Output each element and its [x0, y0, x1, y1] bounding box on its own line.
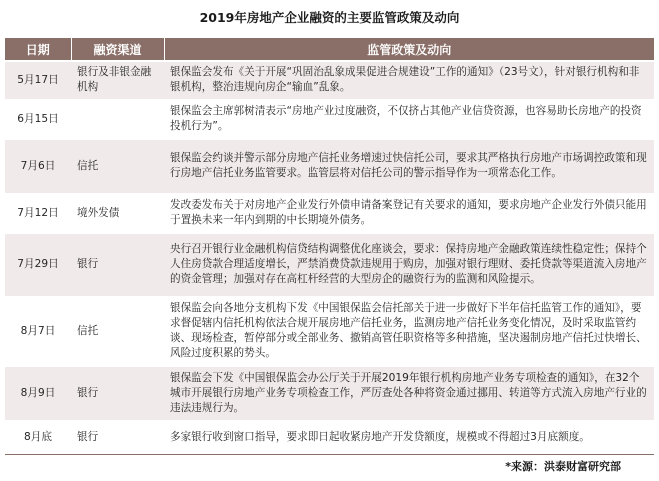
table-row — [5, 420, 654, 454]
row-date: 8月9日 — [5, 366, 71, 420]
row-date: 7月6日 — [5, 139, 71, 193]
row-date: 5月17日 — [5, 61, 71, 99]
header-policy: 监管政策及动向 — [164, 38, 654, 61]
table-row — [5, 233, 654, 296]
row-date: 7月29日 — [5, 233, 71, 296]
table-header-row — [5, 38, 654, 61]
row-channel: 银行 — [71, 420, 164, 454]
header-channel: 融资渠道 — [71, 38, 164, 61]
row-policy: 发改委发布关于对房地产企业发行外债申请备案登记有关要求的通知，要求房地产企业发行外债只能用于置换未来一年内到期的中长期境外债务。 — [164, 193, 654, 233]
table-row — [5, 296, 654, 366]
row-policy: 银保监会下发《中国银保监会办公厅关于开展2019年银行机构房地产业务专项检查的通知》，在32个城市开展银行房地产业务专项检查工作，严厉查处各种将资金通过挪用、转道等方式流入房地产行业的违法违规行为。 — [164, 366, 654, 420]
row-channel: 银行 — [71, 366, 164, 420]
table-row — [5, 99, 654, 139]
row-policy: 银保监会约谈并警示部分房地产信托业务增速过快信托公司，要求其严格执行房地产市场调控政策和现行房地产信托业务监管要求。监管层将对信托公司的警示指导作为一项常态化工作。 — [164, 139, 654, 193]
page-title: 2019年房地产企业融资的主要监管政策及动向 — [199, 10, 460, 25]
row-policy: 多家银行收到窗口指导，要求即日起收紧房地产开发贷额度，规模或不得超过3月底额度。 — [164, 420, 654, 454]
row-channel: 信托 — [71, 296, 164, 366]
row-policy: 银保监会向各地分支机构下发《中国银保监会信托部关于进一步做好下半年信托监管工作的通知》，要求督促辖内信托机构依法合规开展房地产信托业务，监测房地产信托业务变化情况，及时采取监管约谈、现场检查，暂停部分或全部业务、撤销高管任职资格等多种措施，坚决遏制房地产信托过快增长、风险过度积累的势头。 — [164, 296, 654, 366]
table-row — [5, 366, 654, 420]
row-policy: 银保监会主席郭树清表示“房地产业过度融资，不仅挤占其他产业信贷资源，也容易助长房地产的投资投机行为”。 — [164, 99, 654, 139]
row-channel: 银行 — [71, 233, 164, 296]
row-date: 8月底 — [5, 420, 71, 454]
row-channel: 信托 — [71, 139, 164, 193]
row-policy: 银保监会发布《关于开展“巩固治乱象成果促进合规建设”工作的通知》（23号文），针对银行机构和非银机构，整治违规向房企“输血”乱象。 — [164, 61, 654, 99]
row-channel: 银行及非银金融机构 — [71, 61, 164, 99]
row-channel — [71, 99, 164, 139]
row-policy: 央行召开银行业金融机构信贷结构调整优化座谈会，要求：保持房地产金融政策连续性稳定性；保持个人住房贷款合理适度增长，严禁消费贷款违规用于购房，加强对银行理财、委托贷款等渠道流入房地产的资金管理；加强对存在高杠杆经营的大型房企的融资行为的监测和风险提示。 — [164, 233, 654, 296]
table-row — [5, 193, 654, 233]
header-date: 日期 — [5, 38, 71, 61]
row-date: 7月12日 — [5, 193, 71, 233]
table-row — [5, 61, 654, 99]
row-channel: 境外发债 — [71, 193, 164, 233]
table-row — [5, 139, 654, 193]
row-date: 8月7日 — [5, 296, 71, 366]
policy-table — [5, 38, 654, 455]
row-date: 6月15日 — [5, 99, 71, 139]
source-note: *来源：洪泰财富研究部 — [505, 460, 621, 473]
